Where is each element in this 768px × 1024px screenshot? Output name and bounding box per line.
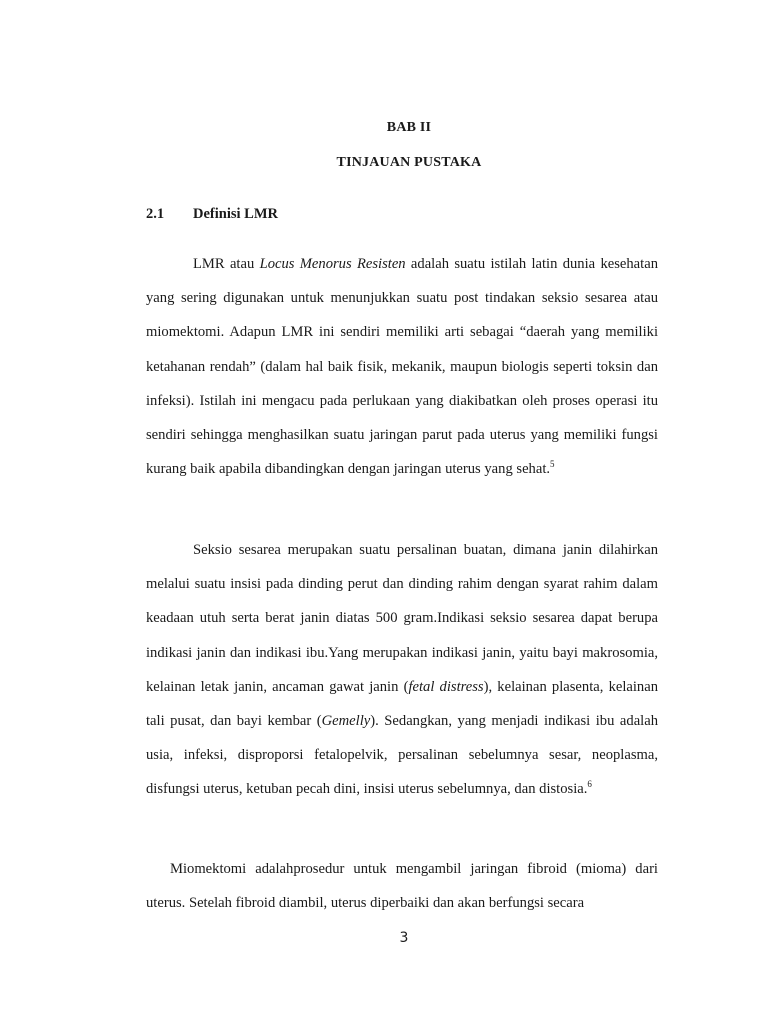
section-heading xyxy=(146,206,278,223)
p2-term-fetal-distress: fetal distress xyxy=(408,678,484,695)
chapter-heading: BAB II xyxy=(386,120,432,135)
chapter-title: TINJAUAN PUSTAKA xyxy=(336,155,482,170)
paragraph-miomektomi: Miomektomi adalahprosedur untuk mengambil jaringan fibroid (mioma) dari uterus. Setelah fibroid diambil, uterus diperbaiki dan akan berfungsi secara xyxy=(146,861,658,912)
paragraph-seksio-sesarea xyxy=(146,533,658,807)
p1-reference: 5 xyxy=(550,459,555,470)
p1-text-a: LMR atau xyxy=(193,256,260,272)
section-number: 2.1 xyxy=(146,206,165,222)
paragraph-lmr-definition xyxy=(146,247,658,486)
p1-text-c: adalah suatu istilah latin dunia kesehatan yang sering digunakan untuk menunjukkan suatu post tindakan seksio sesarea atau miomektomi. Adapun LMR ini sendiri memiliki arti sebagai “daerah yang memiliki ketahanan rendah” (dalam hal baik fisik, mekanik, maupun biologis seperti toksin dan infeksi). Istilah ini mengacu pada perlukaan yang diakibatkan oleh proses operasi itu sendiri sehingga menghasilkan suatu jaringan parut pada uterus yang memiliki fungsi kurang baik apabila dibandingkan dengan jaringan uterus yang sehat. xyxy=(146,256,658,478)
p2-reference: 6 xyxy=(587,779,592,790)
p2-text-a: Seksio sesarea merupakan suatu persalinan buatan, dimana janin dilahirkan melalui suatu insisi pada dinding perut dan dinding rahim dengan syarat rahim dalam keadaan utuh serta berat janin diatas 500 gram.Indikasi seksio sesarea dapat berupa indikasi janin dan indikasi ibu.Yang merupakan indikasi janin, yaitu bayi makrosomia, kelainan letak janin, ancaman gawat janin ( xyxy=(146,542,658,695)
p2-text-c: ), kelainan plasenta, kelainan tali pusat, dan bayi kembar ( xyxy=(146,678,658,730)
section-title: Definisi LMR xyxy=(193,206,278,222)
p2-term-gemelly: Gemelly xyxy=(321,713,371,730)
page-number: 3 xyxy=(399,930,409,946)
p1-term-italic: Locus Menorus Resisten xyxy=(259,256,406,272)
p2-text-e: ). Sedangkan, yang menjadi indikasi ibu adalah usia, infeksi, disproporsi fetalopelvik, persalinan sebelumnya sesar, neoplasma, disfungsi uterus, ketuban pecah dini, insisi uterus sebelumnya, dan distosia. xyxy=(146,713,658,798)
